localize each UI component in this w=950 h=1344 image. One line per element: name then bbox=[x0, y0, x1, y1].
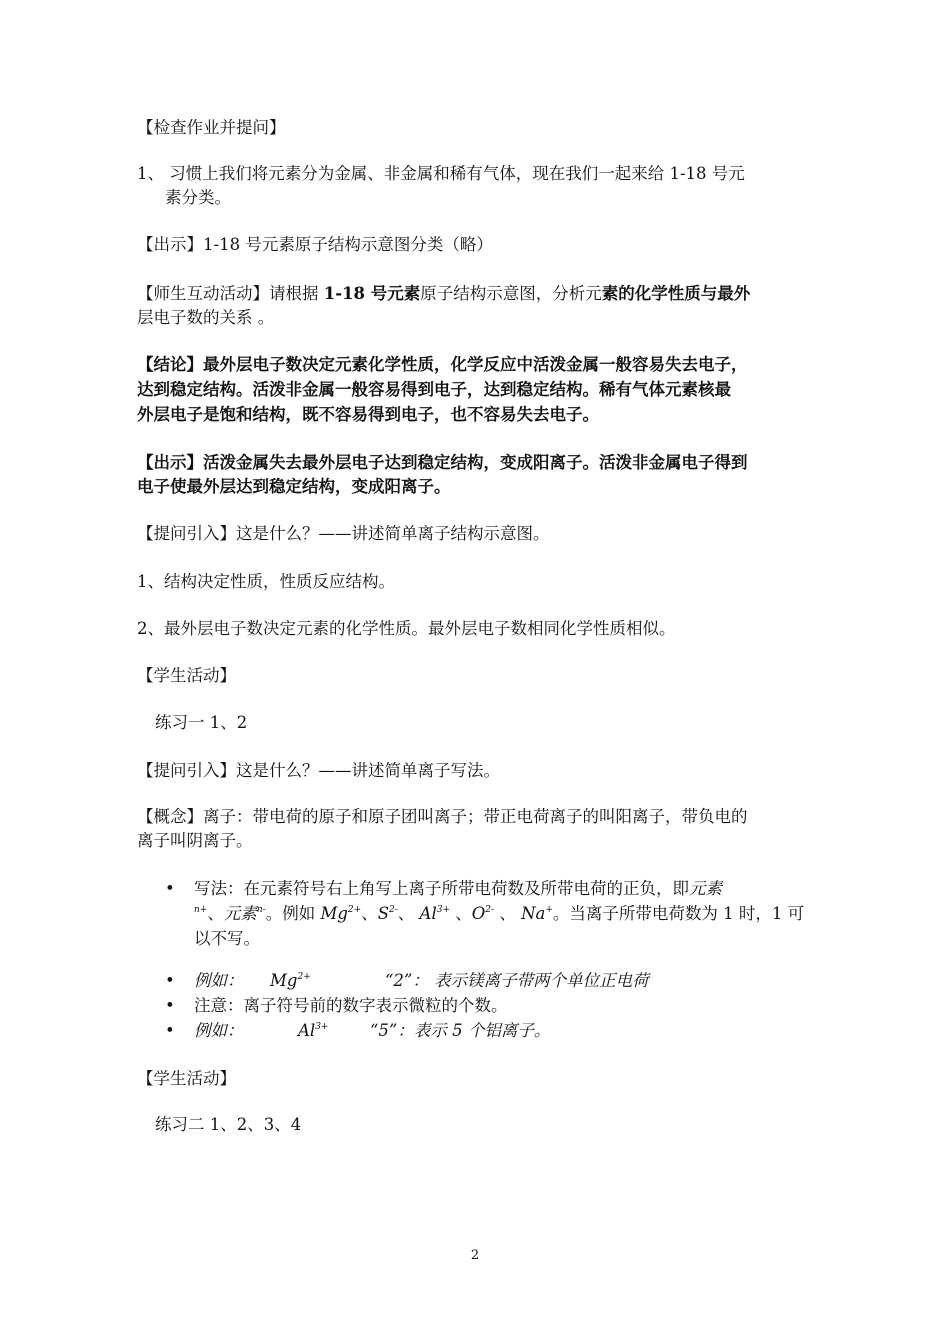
bullet-marker: • bbox=[165, 879, 175, 898]
show-1: 【出示】1-18 号元素原子结构示意图分类（略） bbox=[137, 235, 493, 254]
example-text: 。例如 bbox=[265, 904, 321, 923]
writing-text: 写法：在元素符号右上角写上离子所带电荷数及所带电荷的正负，即 bbox=[194, 879, 689, 898]
activity-bold-range: 1-18 号元素 bbox=[323, 284, 421, 303]
bullet-marker: • bbox=[165, 996, 175, 1015]
activity-text: 原子结构示意图，分析元 bbox=[420, 284, 602, 303]
writing-line-3: 以不写。 bbox=[194, 929, 260, 948]
ion-na: Na bbox=[521, 904, 546, 923]
conclusion-line-3: 外层电子是饱和结构，既不容易得到电子，也不容易失去电子。 bbox=[137, 405, 599, 424]
separator: 、 bbox=[494, 904, 522, 923]
activity-line-2: 层电子数的关系 。 bbox=[137, 308, 275, 327]
ion-mg: Mg bbox=[270, 971, 298, 990]
point-1: 1、结构决定性质，性质反应结构。 bbox=[137, 572, 395, 591]
superscript: 2- bbox=[389, 905, 398, 915]
student-activity-2: 【学生活动】 bbox=[137, 1069, 236, 1088]
example-1-ion bbox=[270, 969, 311, 993]
activity-bold-text: 素的化学性质与最外 bbox=[601, 284, 751, 303]
concept-line-1: 【概念】离子：带电荷的原子和原子团叫离子；带正电荷离子的叫阳离子，带负电的 bbox=[137, 807, 748, 826]
ion-al: Al bbox=[419, 904, 437, 923]
conclusion-line-1: 【结论】最外层电子数决定元素化学性质，化学反应中活泼金属一般容易失去电子， bbox=[137, 355, 748, 374]
example-2-label: 例如： bbox=[194, 1021, 244, 1040]
show-2-line-1: 【出示】活泼金属失去最外层电子达到稳定结构，变成阳离子。活泼非金属电子得到 bbox=[137, 453, 748, 472]
superscript: + bbox=[545, 905, 553, 915]
ion-al: Al bbox=[298, 1021, 316, 1040]
show-2-line-2: 电子使最外层达到稳定结构，变成阳离子。 bbox=[137, 477, 451, 496]
example-2-ion bbox=[298, 1019, 328, 1043]
activity-label: 【师生互动活动】请根据 bbox=[137, 284, 324, 303]
exercise-2: 练习二 1、2、3、4 bbox=[155, 1115, 302, 1134]
concept-line-2: 离子叫阴离子。 bbox=[137, 831, 253, 850]
activity-line-1 bbox=[137, 282, 750, 306]
page-number: 2 bbox=[470, 1248, 480, 1263]
question-1-line-1: 1、 习惯上我们将元素分为金属、非金属和稀有气体，现在我们一起来给 1-18 号元 bbox=[137, 164, 745, 183]
conclusion-line-2: 达到稳定结构。活泼非金属一般容易得到电子，达到稳定结构。稀有气体元素核最 bbox=[137, 380, 731, 399]
superscript: n- bbox=[256, 905, 266, 915]
intro-1: 【提问引入】这是什么？——讲述简单离子结构示意图。 bbox=[137, 524, 550, 543]
superscript: 3+ bbox=[436, 905, 451, 915]
separator: 、 bbox=[450, 904, 472, 923]
superscript: 3+ bbox=[315, 1022, 329, 1032]
superscript: 2+ bbox=[347, 905, 362, 915]
superscript: n+ bbox=[194, 905, 208, 915]
point-2: 2、最外层电子数决定元素的化学性质。最外层电子数相同化学性质相似。 bbox=[137, 619, 676, 638]
superscript: 2- bbox=[485, 905, 495, 915]
bullet-marker: • bbox=[165, 971, 175, 990]
exercise-1: 练习一 1、2 bbox=[155, 713, 248, 732]
writing-line-2 bbox=[194, 902, 804, 926]
heading-check-homework: 【检查作业并提问】 bbox=[137, 118, 286, 137]
student-activity-1: 【学生活动】 bbox=[137, 666, 236, 685]
bullet-marker: • bbox=[165, 1021, 175, 1040]
separator: 、 bbox=[397, 904, 420, 923]
writing-element-word: 元素 bbox=[689, 879, 722, 898]
ion-o: O bbox=[471, 904, 486, 923]
intro-2: 【提问引入】这是什么？——讲述简单离子写法。 bbox=[137, 761, 500, 780]
example-1-desc: “2”： 表示镁离子带两个单位正电荷 bbox=[385, 971, 649, 990]
superscript: 2+ bbox=[297, 972, 311, 982]
example-1-label: 例如： bbox=[194, 971, 244, 990]
ion-mg: Mg bbox=[320, 904, 348, 923]
separator: 、 bbox=[361, 904, 378, 923]
writing-line-1 bbox=[194, 877, 722, 901]
element-word: 元素 bbox=[223, 904, 257, 923]
ion-s: S bbox=[377, 904, 389, 923]
note: 注意：离子符号前的数字表示微粒的个数。 bbox=[194, 996, 508, 1015]
question-1-line-2: 素分类。 bbox=[165, 188, 231, 207]
writing-rule-text: 。当离子所带电荷数为 1 时，1 可 bbox=[552, 904, 805, 923]
example-2-desc: “5”：表示 5 个铝离子。 bbox=[370, 1021, 551, 1040]
separator: 、 bbox=[207, 904, 224, 923]
